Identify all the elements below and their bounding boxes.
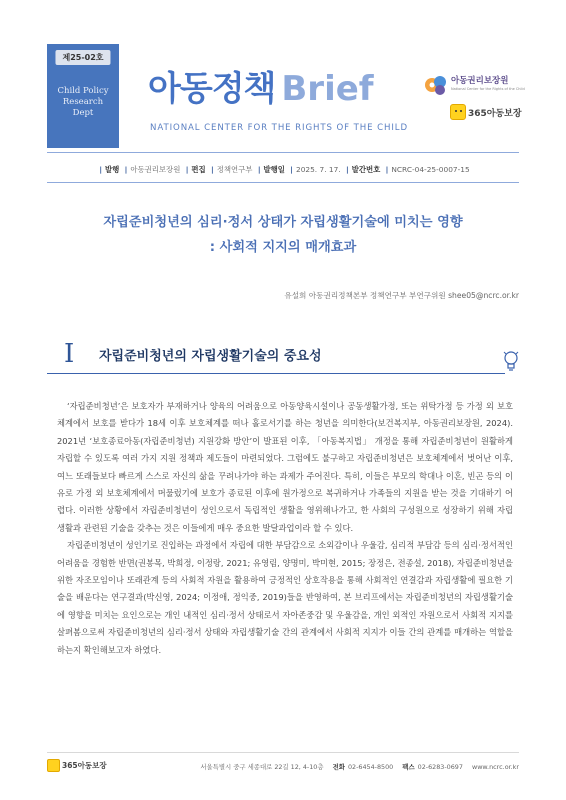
meta-publisher: 아동권리보장원 [130,165,181,174]
series-label-line: Research [62,97,104,107]
footer-tel: 02-6454-8500 [347,763,394,771]
body-paragraph: 자립준비청년이 성인기로 진입하는 과정에서 자립에 대한 부담감으로 소외감이나 우울감, 심리적 부담감 등의 심리·정서적인 어려움을 경험한 반면(권봉목, 박희정, 이정랑, 2021; 유영림, 양명미, 박미현, 2015; 장정은, 전종설, 2018), 자립준비청년을 위한 자조모임이나 또래관계 등의 사회적 자원을 활용하여 긍정적인 상호작용을 통해 사회적인 연결감과 자립생활에 필요한 기술을 배운다는 연구결과(박신영, 2024; 이정애, 정익중, 2019)들을 반영하여, 본 브리프에서는 자립준비청년의 자립생활기술에 영향을 미치는 요인으로는 개인 내적인 심리·정서 상태로서 자아존중감 및 우울감을, 개인 외적인 자원으로서 사회적 지지를 살펴봄으로써 자립준비청년의 심리·정서 상태와 자립생활기술 간의 관계에서 사회적 지지가 이들 간의 관계를 매개하는 역할을 하는지 확인해보고자 하였다. [57,540,513,655]
document-title: 자립준비청년의 심리·정서 상태가 자립생활기술에 미치는 영향 [103,215,463,230]
section-number: I [64,339,75,369]
brand-subtitle: NATIONAL CENTER FOR THE RIGHTS OF THE CHILD [150,123,409,133]
series-label-line: Dept [72,108,94,118]
footer-tel-label: 전화 [332,763,345,771]
footer-logo-text: 365아동보장 [62,761,107,770]
meta-date-label: 발행일 [263,165,285,174]
logo-365-text: 365아동보장 [468,109,522,119]
meta-number: NCRC-04-25-0007-15 [391,165,470,174]
org-mark-icon [423,72,449,98]
series-label [47,86,119,119]
brand-title-main: 아동정책 [148,69,276,109]
meta-date: 2025. 7. 17. [296,165,341,174]
section-title: 자립준비청년의 자립생활기술의 중요성 [99,349,322,364]
footer-website-link[interactable]: www.ncrc.or.kr [471,763,519,771]
lightbulb-icon [503,350,519,374]
author-line: 유설희 아동권리정책본부 정책연구부 부연구위원 shee05@ncrc.or.kr [284,291,519,300]
body-paragraph: ‘자립준비청년’은 보호자가 부재하거나 양육의 어려움으로 아동양육시설이나 공동생활가정, 또는 위탁가정 등 가정 외 보호체계에서 보호를 받다가 18세 이후 보호체계를 떠나 홀로서기를 하는 청년을 의미한다(보건복지부, 아동권리보장원, 2024). 2021년 ‘보호종료아동(자립준비청년) 지원강화 방안’이 발표된 이후, 「아동복지법」 개정을 통해 자립준비청년이 원활하게 자립할 수 있도록 여러 가지 지원 정책과 제도들이 마련되었다. 그럼에도 불구하고 자립준비청년은 보호체계에서 벗어난 이후, 여느 또래들보다 빠르게 스스로 자신의 삶을 꾸려나가야 하는 과제가 주어진다. 특히, 이들은 부모의 학대나 이혼, 빈곤 등의 이유로 가정 외 보호체계에서 머물렀기에 보호가 종료된 이후에 원가정으로 복귀하거나 가족들의 지원을 받는 것을 기대하기 어렵다. 이러한 상황에서 자립준비청년이 성인으로서 독립적인 생활을 영위해나가고, 한 사회의 구성원으로 성장하기 위해 자립생활과 관련된 기술을 갖추는 것은 이들에게 매우 중요한 발달과업이라 할 수 있다. [57,401,513,533]
org-logo[interactable] [423,72,533,98]
header-divider [47,152,519,153]
org-english-name: National Center for the Rights of the Child [451,87,525,91]
section-heading [47,340,519,374]
series-label-line: Child Policy [57,86,109,96]
publication-meta: | 발행 | 아동권리보장원 | 편집 | 정책연구부 | 발행일 | 2025. 7. 17. | 발간번호 | NCRC-04-25-0007-15 [99,165,470,174]
body-text [57,398,513,659]
footer-fax: 02-6283-0697 [417,763,463,771]
brand-title [148,66,374,112]
footer-fax-label: 팩스 [402,763,415,771]
meta-publisher-label: 발행 [105,165,120,174]
brand-title-brief: Brief [281,69,374,109]
section-underline [47,373,505,374]
series-sidebar [47,44,119,148]
meta-number-label: 발간번호 [351,165,381,174]
document-subtitle: : 사회적 지지의 매개효과 [209,240,357,255]
footer-divider [47,752,519,753]
meta-editor-label: 편집 [191,165,206,174]
smiley-icon [47,759,60,772]
issue-badge: 제25-02호 [55,50,110,65]
footer-address: 서울특별시 중구 세종대로 22길 12, 4-10층 [200,763,324,771]
meta-editor: 정책연구부 [216,165,253,174]
smiley-icon [450,104,466,120]
footer-contact [193,762,519,771]
org-name: 아동권리보장원 [451,76,509,86]
logo-365[interactable] [450,104,520,122]
meta-divider [47,182,519,183]
footer-logo[interactable] [47,759,107,775]
